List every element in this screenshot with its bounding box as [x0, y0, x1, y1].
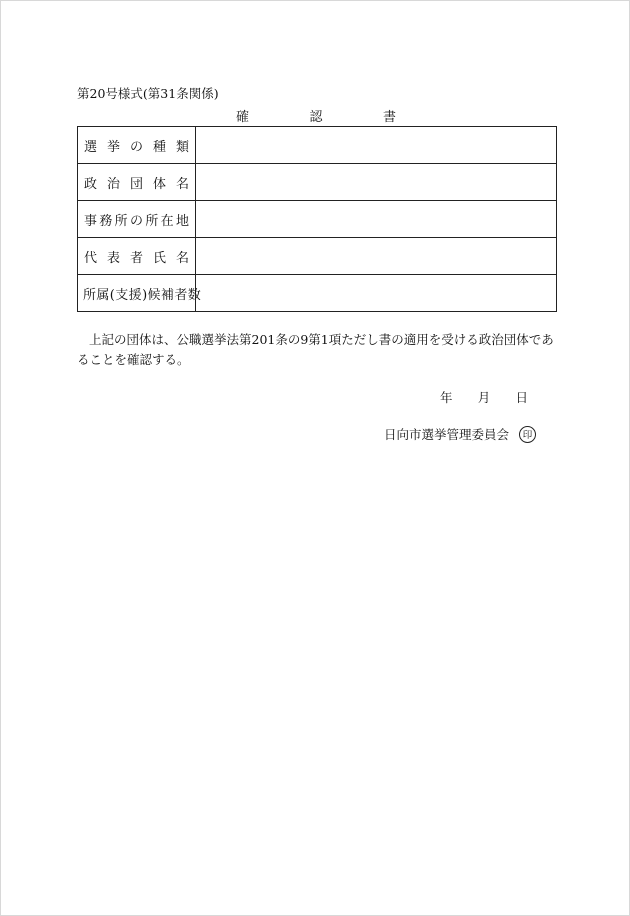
- label-char: 務: [99, 213, 113, 229]
- label-char: 地: [175, 213, 189, 229]
- label-char: 治: [106, 176, 120, 192]
- label-char: 所: [145, 213, 159, 229]
- table-row: [78, 238, 557, 275]
- table-row: [78, 201, 557, 238]
- label-char: の: [129, 213, 143, 229]
- title-char: 書: [382, 110, 396, 125]
- label-char: 体: [152, 176, 166, 192]
- label-char: 種: [152, 139, 166, 155]
- label-text: 所属(支援)候補者数: [83, 287, 202, 303]
- value-office-address[interactable]: [196, 201, 557, 238]
- confirmation-statement: 上記の団体は、公職選挙法第201条の9第1項ただし書の適用を受ける政治団体であることを確認する。: [77, 332, 554, 367]
- label-char: 所: [114, 213, 128, 229]
- value-representative-name[interactable]: [196, 238, 557, 275]
- info-table: [77, 126, 557, 312]
- form-number: 第20号様式(第31条関係): [77, 86, 219, 101]
- label-candidate-count: [78, 275, 202, 312]
- label-char: 在: [160, 213, 174, 229]
- value-election-type[interactable]: [196, 127, 557, 164]
- title-char: 確: [236, 110, 250, 125]
- date-year-label: 年: [440, 390, 453, 405]
- issuer-block: [384, 425, 536, 443]
- committee-name: 日向市選挙管理委員会: [384, 427, 510, 442]
- label-political-group-name: [78, 164, 196, 201]
- label-char: 名: [175, 176, 189, 192]
- document-title: [236, 106, 396, 125]
- label-char: 政: [84, 176, 98, 192]
- label-office-address: [78, 201, 196, 238]
- label-char: 選: [84, 139, 98, 155]
- date-line: [440, 388, 528, 406]
- title-char: 認: [309, 110, 323, 125]
- label-char: の: [129, 139, 143, 155]
- value-candidate-count[interactable]: [196, 275, 557, 312]
- label-election-type: [78, 127, 196, 164]
- label-char: 類: [175, 139, 189, 155]
- table-row: [78, 164, 557, 201]
- label-representative-name: [78, 238, 196, 275]
- value-political-group-name[interactable]: [196, 164, 557, 201]
- label-char: 者: [129, 250, 143, 266]
- label-char: 団: [129, 176, 143, 192]
- table-row: [78, 127, 557, 164]
- label-char: 代: [84, 250, 98, 266]
- label-char: 表: [106, 250, 120, 266]
- label-char: 氏: [152, 250, 166, 266]
- seal-icon: 印: [519, 426, 536, 443]
- label-char: 挙: [106, 139, 120, 155]
- date-month-label: 月: [477, 390, 491, 405]
- date-day-label: 日: [515, 390, 528, 405]
- label-char: 名: [175, 250, 189, 266]
- table-row: [78, 275, 557, 312]
- label-char: 事: [84, 213, 98, 229]
